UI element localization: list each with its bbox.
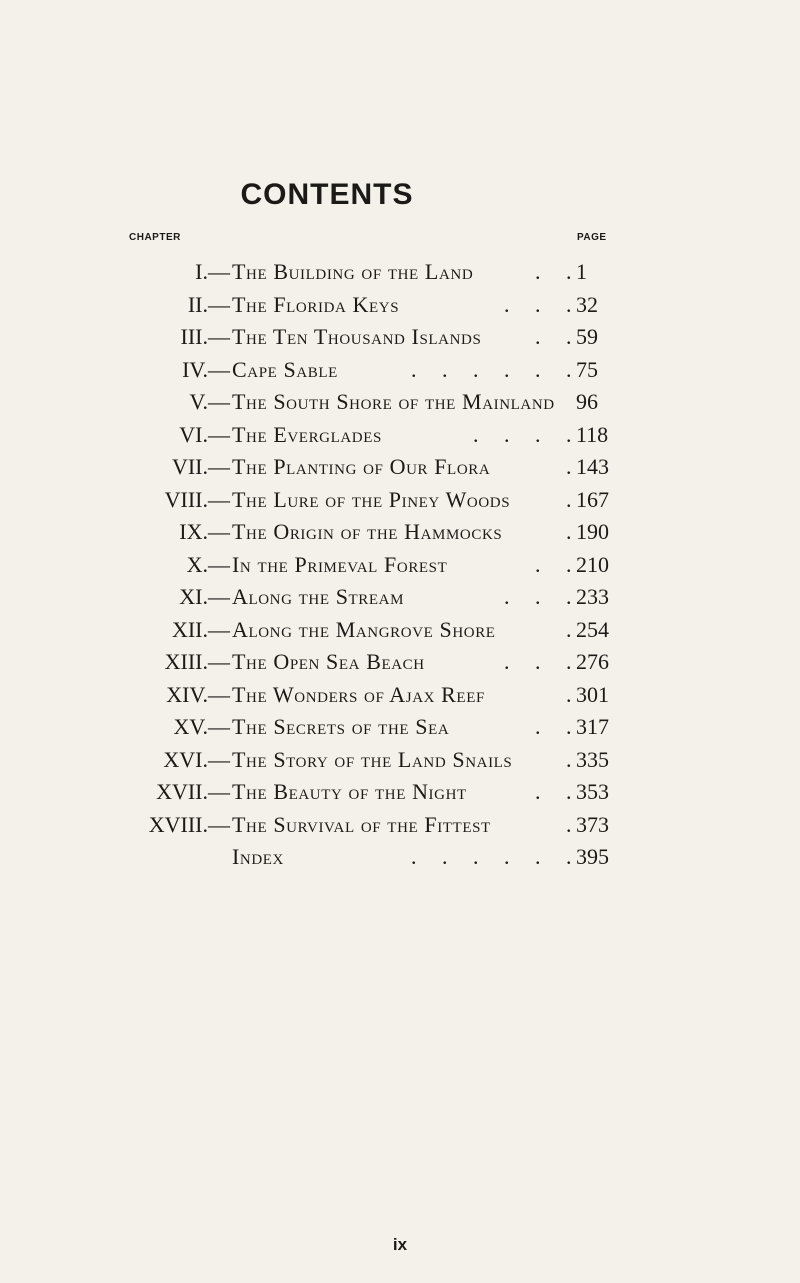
toc-entry (0, 484, 800, 517)
leader-dot: . (535, 779, 541, 804)
page-number: 395 (576, 844, 609, 869)
leader-dot: . (504, 649, 510, 674)
leader-dot: . (566, 291, 572, 317)
page-number: 118 (576, 421, 609, 447)
em-dash: — (208, 584, 230, 609)
leader-dot: . (566, 844, 572, 869)
page-number: 335 (576, 746, 609, 772)
leader-dot: . (566, 421, 572, 447)
leader-dot: . (566, 356, 572, 382)
leader-dot: . (535, 714, 541, 739)
leader-dot: . (504, 584, 510, 609)
page-number: 317 (576, 714, 609, 739)
leader-dot: . (535, 356, 541, 382)
em-dash: — (208, 649, 230, 674)
toc-entry (0, 646, 800, 679)
chapter-numeral: XVII. (156, 779, 208, 804)
leader-dot: . (504, 844, 510, 869)
em-dash: — (208, 421, 230, 447)
leader-dot: . (566, 551, 572, 577)
toc-entry (0, 809, 800, 842)
em-dash: — (208, 616, 230, 642)
leader-dot: . (535, 584, 541, 609)
leader-dot: . (535, 844, 541, 869)
leader-dot: . (566, 714, 572, 739)
em-dash: — (208, 551, 230, 577)
chapter-numeral: XV. (173, 714, 208, 739)
leader-dot: . (566, 746, 572, 772)
page-number: 233 (576, 584, 609, 609)
chapter-title: The South Shore of the Mainland (232, 389, 555, 414)
em-dash: — (208, 779, 230, 804)
em-dash: — (208, 681, 230, 707)
leader-dot: . (566, 681, 572, 707)
em-dash: — (208, 811, 230, 837)
leader-dot: . (535, 324, 541, 349)
leader-dot: . (504, 291, 510, 317)
toc-entry (0, 419, 800, 452)
chapter-numeral: XIII. (164, 649, 208, 674)
em-dash: — (208, 356, 230, 382)
leader-dot: . (535, 421, 541, 447)
page-title: CONTENTS (240, 178, 414, 211)
chapter-numeral: VIII. (164, 486, 208, 512)
leader-dot: . (535, 259, 541, 284)
leader-dot: . (535, 291, 541, 317)
chapter-numeral: XVIII. (148, 811, 208, 837)
chapter-numeral: VII. (171, 454, 208, 479)
chapter-title: The Open Sea Beach (232, 649, 425, 674)
chapter-title: In the Primeval Forest (232, 551, 448, 577)
toc-entry (0, 256, 800, 289)
toc-entry (0, 581, 800, 614)
chapter-title: The Everglades (232, 421, 382, 447)
page-number: 167 (576, 486, 609, 512)
chapter-numeral: IV. (182, 356, 208, 382)
chapter-numeral: II. (187, 291, 208, 317)
leader-dot: . (535, 649, 541, 674)
toc-entry (0, 711, 800, 744)
page-number: 301 (576, 681, 609, 707)
toc-entry (0, 776, 800, 809)
toc-entry (0, 841, 800, 874)
toc-entry (0, 386, 800, 419)
chapter-numeral: V. (189, 389, 208, 414)
leader-dot: . (473, 844, 479, 869)
leader-dot: . (535, 551, 541, 577)
leader-dot: . (566, 584, 572, 609)
toc-entry (0, 354, 800, 387)
chapter-title: The Florida Keys (232, 291, 400, 317)
chapter-title: The Planting of Our Flora (232, 454, 491, 479)
toc-entry (0, 614, 800, 647)
chapter-title: Cape Sable (232, 356, 338, 382)
page-number: 190 (576, 519, 609, 544)
leader-dot: . (566, 454, 572, 479)
page-number: 96 (576, 389, 598, 414)
page-column-heading: PAGE (577, 232, 607, 243)
page-number: 254 (576, 616, 609, 642)
chapter-numeral: XVI. (163, 746, 208, 772)
chapter-title: The Building of the Land (232, 259, 474, 284)
leader-dot: . (411, 844, 417, 869)
chapter-title: Along the Stream (232, 584, 405, 609)
leader-dot: . (566, 649, 572, 674)
em-dash: — (208, 454, 230, 479)
em-dash: — (208, 746, 230, 772)
toc-entry (0, 744, 800, 777)
chapter-title: The Lure of the Piney Woods (232, 486, 511, 512)
page-number: 32 (576, 291, 598, 317)
leader-dot: . (473, 356, 479, 382)
chapter-title: Along the Mangrove Shore (232, 616, 496, 642)
leader-dot: . (566, 779, 572, 804)
em-dash: — (208, 259, 230, 284)
chapter-title: The Wonders of Ajax Reef (232, 681, 485, 707)
chapter-title: Index (232, 844, 284, 869)
chapter-title: The Ten Thousand Islands (232, 324, 482, 349)
leader-dot: . (566, 616, 572, 642)
table-of-contents (0, 256, 800, 874)
page-number: 210 (576, 551, 609, 577)
leader-dot: . (504, 421, 510, 447)
em-dash: — (208, 486, 230, 512)
page-folio: ix (392, 1235, 408, 1254)
toc-entry (0, 516, 800, 549)
toc-entry (0, 679, 800, 712)
page-number: 59 (576, 324, 598, 349)
chapter-column-heading: CHAPTER (129, 232, 181, 243)
chapter-numeral: I. (195, 259, 208, 284)
chapter-title: The Secrets of the Sea (232, 714, 450, 739)
chapter-numeral: X. (186, 551, 208, 577)
toc-entry (0, 549, 800, 582)
em-dash: — (208, 714, 230, 739)
leader-dot: . (442, 844, 448, 869)
leader-dot: . (411, 356, 417, 382)
chapter-numeral: IX. (179, 519, 208, 544)
leader-dot: . (566, 259, 572, 284)
leader-dot: . (504, 356, 510, 382)
chapter-numeral: XIV. (166, 681, 208, 707)
em-dash: — (208, 519, 230, 544)
leader-dot: . (442, 356, 448, 382)
leader-dot: . (566, 519, 572, 544)
leader-dot: . (566, 486, 572, 512)
chapter-title: The Origin of the Hammocks (232, 519, 503, 544)
chapter-numeral: XI. (179, 584, 208, 609)
chapter-numeral: VI. (179, 421, 208, 447)
chapter-numeral: III. (180, 324, 208, 349)
em-dash: — (208, 324, 230, 349)
em-dash: — (208, 291, 230, 317)
leader-dot: . (566, 811, 572, 837)
page-number: 75 (576, 356, 598, 382)
em-dash: — (208, 389, 230, 414)
chapter-title: The Story of the Land Snails (232, 746, 513, 772)
toc-entry (0, 321, 800, 354)
page-number: 1 (576, 259, 587, 284)
chapter-title: The Beauty of the Night (232, 779, 467, 804)
page-number: 353 (576, 779, 609, 804)
leader-dot: . (473, 421, 479, 447)
page-number: 276 (576, 649, 609, 674)
toc-entry (0, 289, 800, 322)
leader-dot: . (566, 324, 572, 349)
page-number: 143 (576, 454, 609, 479)
chapter-numeral: XII. (171, 616, 208, 642)
toc-entry (0, 451, 800, 484)
page-number: 373 (576, 811, 609, 837)
chapter-title: The Survival of the Fittest (232, 811, 491, 837)
